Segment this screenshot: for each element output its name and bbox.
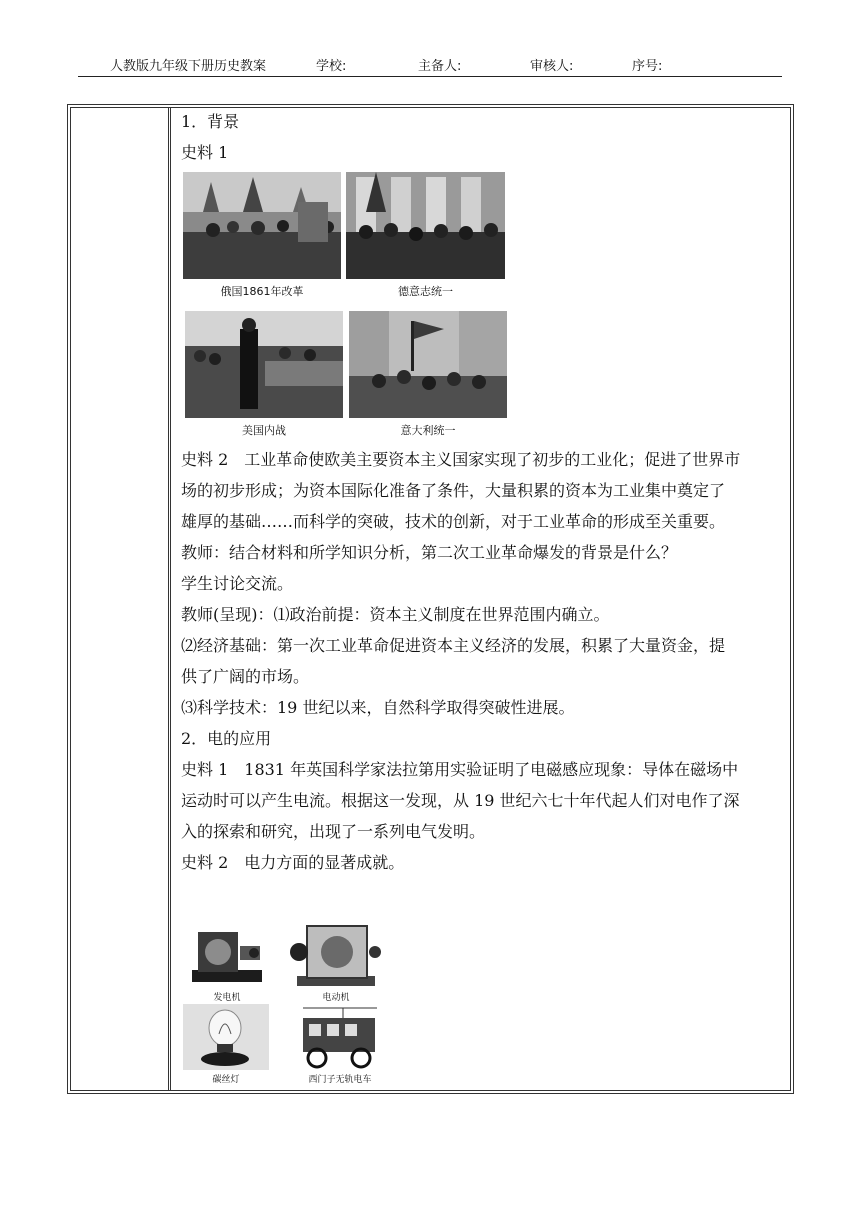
lesson-content-continued (181, 444, 781, 878)
us-civil-war-photo (185, 311, 343, 418)
section-heading-background: 1．背景 (181, 112, 240, 131)
source-2-text: 场的初步形成；为资本国际化准备了条件，大量积累的资本为工业集中奠定了 (181, 481, 726, 500)
header-school: 学校: (316, 59, 347, 74)
point-economic: ⑵经济基础：第一次工业革命促进资本主义经济的发展，积累了大量资金，提 (181, 636, 726, 655)
germany-unification-photo (346, 172, 505, 279)
page-header (78, 50, 782, 77)
table-column-divider (168, 107, 171, 1091)
generator-photo (184, 926, 270, 988)
invention-caption: 碳丝灯 (212, 1075, 240, 1085)
invention-caption: 发电机 (213, 993, 241, 1003)
photo-caption: 德意志统一 (398, 285, 453, 298)
header-reviewer: 审核人: (530, 59, 574, 74)
lesson-content (181, 106, 781, 168)
russia-reform-photo (183, 172, 341, 279)
teacher-question: 教师：结合材料和所学知识分析，第二次工业革命爆发的背景是什么？ (181, 543, 678, 562)
photo-caption: 俄国1861年改革 (220, 285, 304, 298)
header-title: 人教版九年级下册历史教案 (110, 59, 267, 74)
student-discussion: 学生讨论交流。 (181, 574, 294, 593)
italy-unification-photo (349, 311, 507, 418)
invention-caption: 电动机 (322, 993, 350, 1003)
electricity-source-1: 运动时可以产生电流。根据这一发现，从 19 世纪六七十年代起人们对电作了深 (181, 791, 740, 810)
source-label: 史料 1 (181, 143, 229, 162)
electricity-source-2: 史料 2 电力方面的显著成就。 (181, 853, 405, 872)
carbon-lamp-photo (183, 1004, 269, 1070)
point-science: ⑶科学技术：19 世纪以来，自然科学取得突破性进展。 (181, 698, 575, 717)
electricity-source-1: 入的探索和研究，出现了一系列电气发明。 (181, 822, 486, 841)
section-heading-electricity: 2．电的应用 (181, 729, 272, 748)
source-2-text: 雄厚的基础……而科学的突破，技术的创新，对于工业革命的形成至关重要。 (181, 512, 726, 531)
invention-caption: 西门子无轨电车 (308, 1075, 372, 1085)
point-economic: 供了广阔的市场。 (181, 667, 310, 686)
source-2-text: 史料 2 工业革命使欧美主要资本主义国家实现了初步的工业化；促进了世界市 (181, 450, 741, 469)
electricity-source-1: 史料 1 1831 年英国科学家法拉第用实验证明了电磁感应现象：导体在磁场中 (181, 760, 739, 779)
photo-caption: 美国内战 (242, 424, 286, 437)
photo-caption: 意大利统一 (400, 424, 456, 437)
header-preparer: 主备人: (418, 59, 462, 74)
header-serial: 序号: (632, 59, 663, 74)
trolleybus-photo (293, 1004, 387, 1070)
electric-motor-photo (287, 918, 385, 990)
point-political: 教师(呈现)：⑴政治前提：资本主义制度在世界范围内确立。 (181, 605, 610, 624)
